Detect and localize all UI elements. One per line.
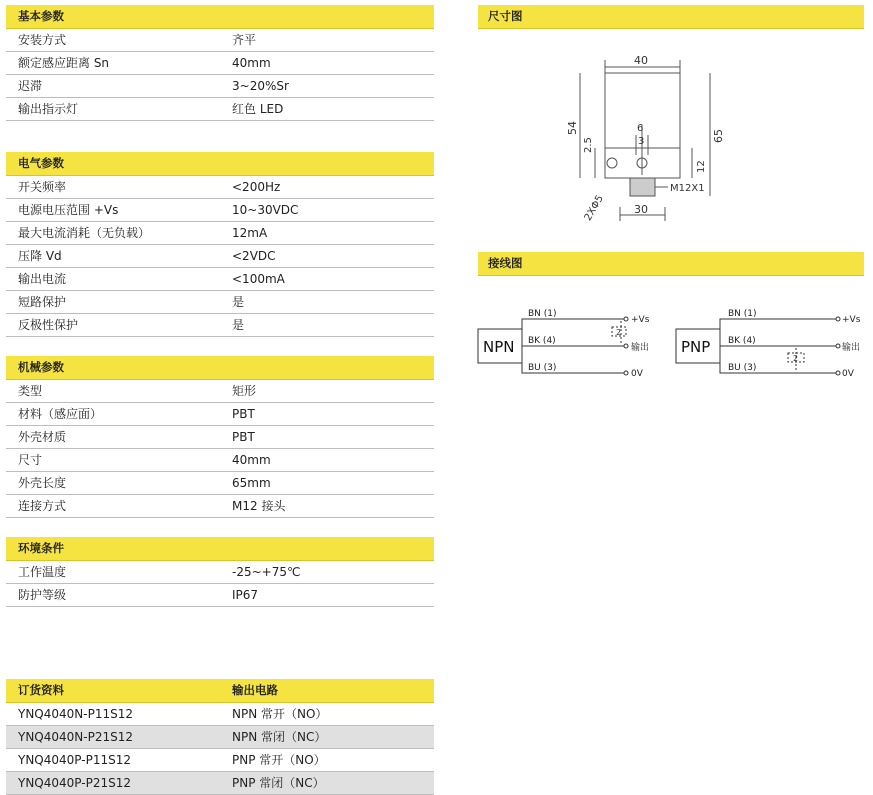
terminal-0v [836, 371, 840, 375]
order-circuit: NPN 常闭（NC） [232, 730, 327, 744]
mount-hole [607, 158, 617, 168]
table-row [6, 495, 434, 518]
row-key: 输出指示灯 [18, 102, 79, 116]
table-row [6, 314, 434, 337]
npn-out: 输出 [631, 343, 650, 353]
npn-bn: BN (1) [528, 309, 557, 319]
row-value: 12mA [232, 226, 268, 240]
row-key: 开关频率 [18, 180, 67, 194]
row-value: 红色 LED [232, 102, 284, 116]
row-value: -25~+75℃ [232, 565, 301, 579]
order-header [6, 679, 434, 703]
table-row [6, 98, 434, 121]
table-row [6, 584, 434, 607]
terminal-out [624, 344, 628, 348]
row-key: 尺寸 [18, 453, 43, 467]
terminal-vs [836, 317, 840, 321]
npn-label: NPN [483, 338, 515, 356]
row-value: 65mm [232, 476, 271, 490]
pnp-bn-wire [720, 319, 836, 329]
row-value: 是 [232, 318, 245, 332]
dim-30: 30 [634, 203, 648, 216]
section-title: 环境条件 [6, 537, 434, 561]
section-electrical [6, 152, 434, 337]
row-value: <2VDC [232, 249, 276, 263]
dim-54: 54 [566, 121, 579, 135]
row-value: <100mA [232, 272, 285, 286]
dim-hole: 2XΦ5 [582, 193, 606, 223]
table-row [6, 772, 434, 795]
pnp-bn: BN (1) [728, 309, 757, 319]
section-order [6, 679, 434, 795]
table-row [6, 222, 434, 245]
dim-65: 65 [712, 129, 725, 143]
pnp-bk: BK (4) [728, 336, 756, 346]
order-circuit: PNP 常开（NO） [232, 753, 326, 767]
npn-bk: BK (4) [528, 336, 556, 346]
dimension-section [478, 5, 864, 29]
row-key: 最大电流消耗（无负载） [18, 226, 151, 240]
terminal-vs [624, 317, 628, 321]
npn-vs: +Vs [631, 315, 650, 325]
table-row [6, 199, 434, 222]
row-value: M12 接头 [232, 499, 286, 513]
section-basic [6, 5, 434, 121]
spec-column [6, 5, 434, 795]
pnp-out: 输出 [842, 343, 861, 353]
dim-3: 3 [638, 136, 645, 147]
row-value: 矩形 [232, 384, 257, 398]
section-mechanical [6, 356, 434, 518]
wiring-diagram [476, 305, 866, 385]
section-environment [6, 537, 434, 607]
row-key: 材料（感应面） [18, 407, 103, 421]
table-row [6, 449, 434, 472]
npn-0v: 0V [631, 369, 643, 379]
row-value: <200Hz [232, 180, 281, 194]
row-key: 连接方式 [18, 499, 67, 513]
dim-6: 6 [637, 123, 644, 134]
table-row [6, 703, 434, 726]
table-row [6, 245, 434, 268]
pnp-vs: +Vs [842, 315, 861, 325]
npn-bn-wire [522, 319, 624, 329]
order-code: YNQ4040N-P21S12 [18, 730, 133, 744]
table-row [6, 268, 434, 291]
row-key: 短路保护 [18, 295, 67, 309]
row-key: 反极性保护 [18, 318, 79, 332]
row-key: 输出电流 [18, 272, 67, 286]
pnp-pin: 2 [793, 354, 799, 363]
row-value: 40mm [232, 453, 271, 467]
table-row [6, 291, 434, 314]
order-circuit: NPN 常开（NO） [232, 707, 328, 721]
row-key: 外壳长度 [18, 476, 67, 490]
row-value: IP67 [232, 588, 259, 602]
dim-12: 12 [696, 160, 707, 173]
order-col2-title: 输出电路 [232, 683, 278, 697]
row-value: PBT [232, 407, 255, 421]
row-value: 3~20%Sr [232, 79, 289, 93]
order-code: YNQ4040N-P11S12 [18, 707, 133, 721]
row-key: 迟滞 [18, 79, 43, 93]
dimension-drawing [560, 45, 740, 225]
dim-2-5: 2.5 [583, 137, 594, 153]
section-title: 电气参数 [6, 152, 434, 176]
npn-pin: 2 [616, 328, 622, 337]
dimension-title: 尺寸图 [478, 5, 864, 29]
order-code: YNQ4040P-P21S12 [18, 776, 131, 790]
row-key: 电源电压范围 +Vs [18, 203, 119, 217]
wiring-title: 接线图 [478, 252, 864, 276]
pnp-0v: 0V [842, 369, 854, 379]
row-value: PBT [232, 430, 255, 444]
row-value: 40mm [232, 56, 271, 70]
row-key: 额定感应距离 Sn [18, 56, 110, 70]
table-row [6, 426, 434, 449]
table-row [6, 561, 434, 584]
dim-40: 40 [634, 54, 648, 67]
order-circuit: PNP 常闭（NC） [232, 776, 325, 790]
terminal-0v [624, 371, 628, 375]
wiring-section [478, 252, 864, 276]
row-value: 是 [232, 295, 245, 309]
table-row [6, 52, 434, 75]
table-row [6, 75, 434, 98]
table-row [6, 749, 434, 772]
table-row [6, 403, 434, 426]
m12-connector [630, 178, 655, 196]
npn-bu: BU (3) [528, 363, 557, 373]
table-row [6, 29, 434, 52]
table-row [6, 176, 434, 199]
section-title: 基本参数 [6, 5, 434, 29]
row-value: 齐平 [232, 33, 257, 47]
row-key: 工作温度 [18, 565, 67, 579]
section-title: 机械参数 [6, 356, 434, 380]
row-key: 安装方式 [18, 33, 67, 47]
pnp-label: PNP [681, 338, 711, 356]
row-value: 10~30VDC [232, 203, 299, 217]
row-key: 防护等级 [18, 588, 67, 602]
table-row [6, 726, 434, 749]
table-row [6, 472, 434, 495]
table-row [6, 380, 434, 403]
row-key: 类型 [18, 384, 43, 398]
row-key: 外壳材质 [18, 430, 67, 444]
pnp-bu: BU (3) [728, 363, 757, 373]
dim-m12: M12X1 [670, 183, 705, 194]
order-col1-title: 订货资料 [18, 683, 64, 697]
terminal-out [836, 344, 840, 348]
row-key: 压降 Vd [18, 249, 62, 263]
order-code: YNQ4040P-P11S12 [18, 753, 131, 767]
